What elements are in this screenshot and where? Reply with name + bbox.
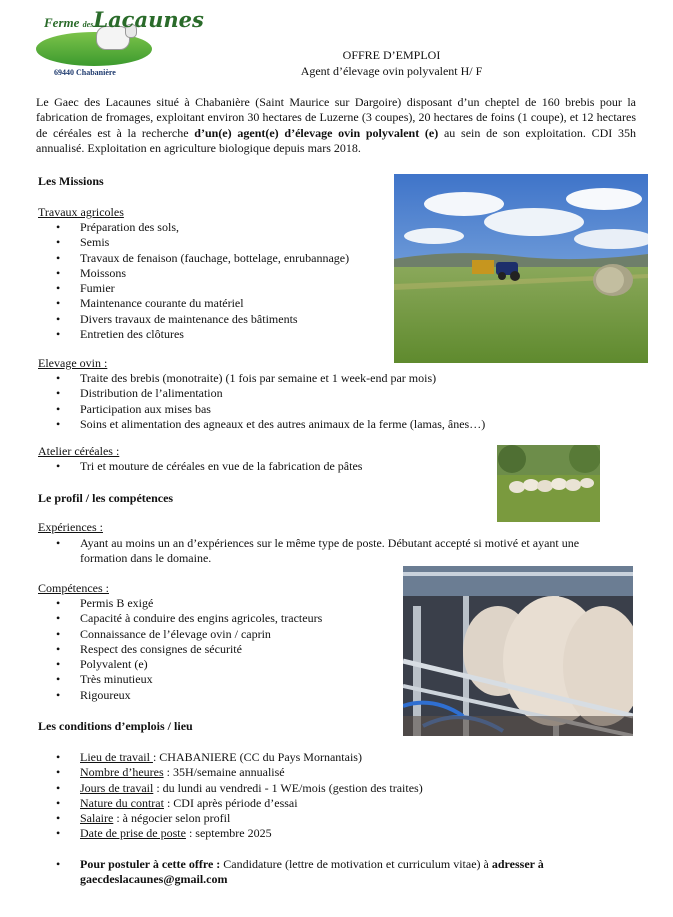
list-item: • Distribution de l’alimentation	[56, 386, 485, 401]
list-item: • Rigoureux	[56, 688, 322, 703]
list-item: • Permis B exigé	[56, 596, 322, 611]
postuler-list	[56, 857, 616, 888]
intro-bold: d’un(e) agent(e) d’élevage ovin polyvalent (e)	[194, 125, 439, 140]
logo-lacaunes: Lacaunes	[93, 7, 204, 32]
list-item: • Tri et mouture de céréales en vue de la fabrication de pâtes	[56, 459, 362, 474]
condition-key: Lieu de travail	[80, 750, 153, 764]
list-item: • Soins et alimentation des agneaux et des autres animaux de la ferme (lamas, ânes…)	[56, 417, 485, 432]
atelier-title: Atelier céréales :	[38, 444, 120, 458]
missions-heading: Les Missions	[38, 174, 104, 188]
intro-text-2: au sein de son exploitation. CDI 35h annualisé. Exploitation en agriculture biologique depuis mars 2018.	[36, 125, 637, 155]
travaux-title: Travaux agricoles	[38, 205, 124, 219]
list-item: • Entretien des clôtures	[56, 327, 349, 342]
postuler-label: Pour postuler à cette offre :	[80, 857, 221, 871]
logo-ferme: Ferme	[44, 15, 80, 30]
profil-heading: Le profil / les compétences	[38, 491, 174, 505]
postuler-email: adresser à gaecdeslacaunes@gmail.com	[80, 857, 544, 887]
list-item: • Fumier	[56, 281, 349, 296]
intro-paragraph	[36, 95, 636, 156]
condition-item	[56, 781, 423, 796]
sheep-photo	[497, 445, 600, 522]
condition-value: : à négocier selon profil	[113, 811, 231, 826]
conditions-list	[56, 750, 423, 842]
list-item: • Traite des brebis (monotraite) (1 fois par semaine et 1 week-end par mois)	[56, 371, 485, 386]
condition-item	[56, 826, 423, 841]
list-item: • Préparation des sols,	[56, 220, 349, 235]
field-photo	[394, 174, 648, 363]
list-item: • Polyvalent (e)	[56, 657, 322, 672]
intro-text-1: Le Gaec des Lacaunes situé à Chabanière (Saint Maurice sur Dargoire) disposant d’un cheptel de 160 brebis pour la fabrication de fromages, exploitant environ 30 hectares de Luzerne (3 coupes), 20 hectares de foins (1 coupe), et 12 hectares de céréales est à la recherche	[36, 95, 636, 140]
list-item: • Connaissance de l’élevage ovin / caprin	[56, 627, 322, 642]
sheep-photo-image	[497, 445, 600, 522]
atelier-list	[56, 459, 362, 474]
logo-town: 69440 Chabanière	[54, 68, 116, 77]
postuler-item	[56, 857, 616, 888]
condition-value: : 35H/semaine annualisé	[163, 765, 285, 780]
travaux-list	[56, 220, 349, 342]
condition-item	[56, 765, 423, 780]
elevage-list	[56, 371, 485, 432]
postuler-text: Candidature (lettre de motivation et curriculum vitae) à	[220, 857, 492, 871]
condition-key: Nature du contrat	[80, 795, 164, 810]
conditions-heading: Les conditions d’emplois / lieu	[38, 719, 193, 733]
list-item: • Ayant au moins un an d’expériences sur le même type de poste. Débutant accepté si motivé et ayant une formation dans le domaine.	[56, 536, 616, 567]
condition-key: Nombre d’heures	[80, 765, 164, 780]
milking-photo	[403, 566, 633, 736]
experiences-title: Expériences :	[38, 520, 103, 534]
list-item: • Participation aux mises bas	[56, 402, 485, 417]
list-item: • Respect des consignes de sécurité	[56, 642, 322, 657]
condition-key: Date de prise de poste	[80, 826, 186, 841]
list-item: • Maintenance courante du matériel	[56, 296, 349, 311]
logo-title	[44, 7, 204, 32]
condition-item	[56, 796, 423, 811]
logo-des: des	[82, 20, 94, 29]
list-item: • Moissons	[56, 266, 349, 281]
condition-item	[56, 750, 423, 765]
competences-title: Compétences :	[38, 581, 109, 595]
milking-photo-image	[403, 566, 633, 736]
elevage-title: Elevage ovin :	[38, 356, 108, 370]
offer-subtitle: Agent d’élevage ovin polyvalent H/ F	[300, 64, 483, 78]
field-photo-image	[394, 174, 648, 363]
condition-value: : CHABANIERE (CC du Pays Mornantais)	[152, 750, 362, 764]
condition-key: Salaire	[80, 811, 114, 826]
condition-value: : du lundi au vendredi - 1 WE/mois (gestion des traites)	[153, 780, 423, 795]
experiences-list	[56, 536, 616, 567]
condition-key: Jours de travail	[80, 780, 154, 795]
competences-list	[56, 596, 322, 703]
offer-title: OFFRE D’EMPLOI	[342, 48, 441, 62]
condition-value: : septembre 2025	[185, 826, 272, 841]
list-item: • Semis	[56, 235, 349, 250]
list-item: • Divers travaux de maintenance des bâtiments	[56, 312, 349, 327]
list-item: • Capacité à conduire des engins agricoles, tracteurs	[56, 611, 322, 626]
condition-value: : CDI après période d’essai	[163, 795, 298, 810]
list-item: • Travaux de fenaison (fauchage, bottelage, enrubannage)	[56, 251, 349, 266]
condition-item	[56, 811, 423, 826]
list-item: • Très minutieux	[56, 672, 322, 687]
